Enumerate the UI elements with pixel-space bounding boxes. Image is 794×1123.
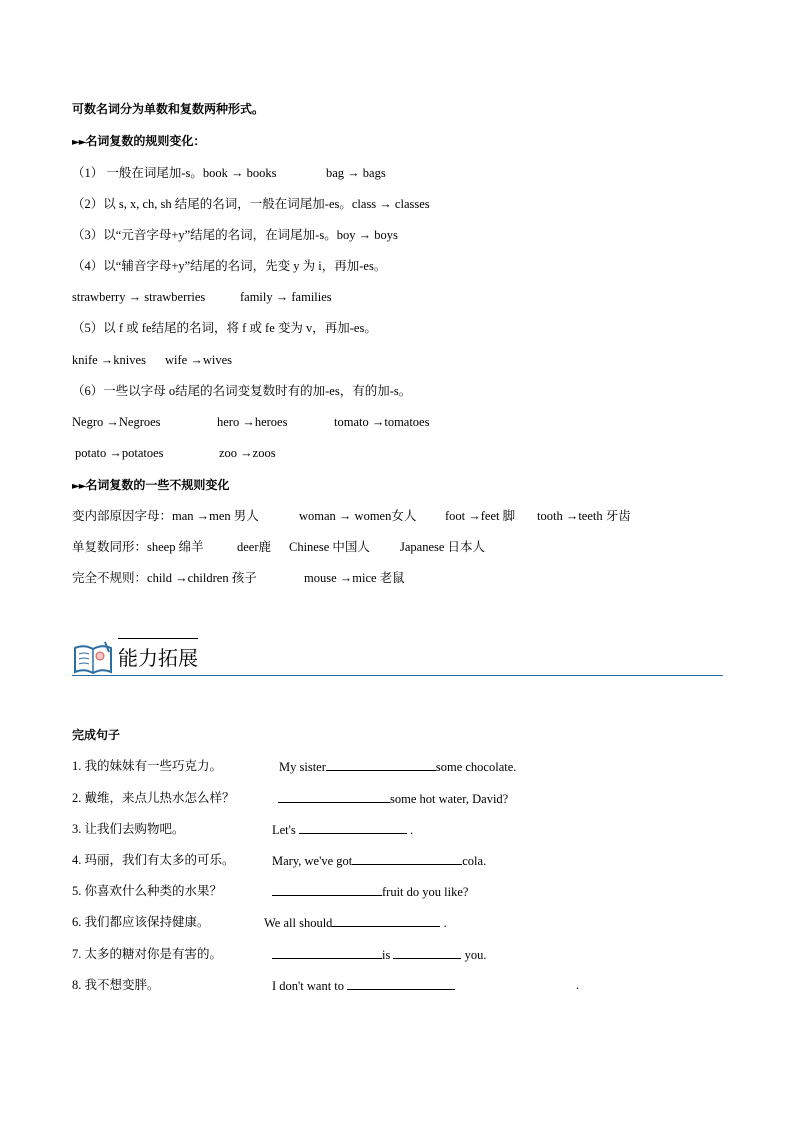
- exercise-item-7-cn: 7. 太多的糖对你是有害的。: [72, 947, 223, 961]
- rule-6-example-b: hero →heroes: [217, 415, 288, 429]
- irregular-full: 完全不规则：child →children 孩子: [72, 571, 257, 585]
- rule-5-example-2: wife →wives: [165, 353, 232, 367]
- rule-6-example-d: potato →potatoes: [75, 446, 164, 460]
- exercise-item-2: some hot water, David?: [278, 790, 508, 807]
- irregular-heading: ►►名词复数的一些不规则变化: [72, 478, 230, 492]
- irregular-same-c: Chinese 中国人: [289, 540, 370, 554]
- irregular-same-b: deer鹿: [237, 540, 272, 554]
- section-title: 能力拓展: [118, 646, 198, 670]
- double-arrow-icon: ►►: [72, 481, 86, 492]
- exercise-item-5: fruit do you like?: [272, 883, 468, 900]
- rule-5: （5）以 f 或 fe结尾的名词，将 f 或 fe 变为 v，再加-es。: [72, 321, 377, 335]
- rule-6-example-e: zoo →zoos: [219, 446, 276, 460]
- rule-5-example-1: knife →knives: [72, 353, 146, 367]
- rule-4-examples: strawberry → strawberries: [72, 290, 206, 304]
- exercise-item-1: My sister some chocolate.: [279, 760, 517, 774]
- answer-blank[interactable]: [326, 758, 436, 771]
- exercise-item-2-cn: 2. 戴维，来点儿热水怎么样？: [72, 791, 235, 805]
- rule-6-example-c: tomato →tomatoes: [334, 415, 430, 429]
- exercise-item-8-end: .: [576, 978, 580, 992]
- open-book-icon: [72, 640, 114, 680]
- irregular-same-form: 单复数同形：sheep 绵羊: [72, 540, 204, 554]
- intro-text: 可数名词分为单数和复数两种形式。: [72, 102, 265, 116]
- irregular-vowel-d: tooth →teeth 牙齿: [537, 509, 631, 523]
- answer-blank[interactable]: [272, 946, 382, 959]
- irregular-vowel-b: woman → women女人: [299, 509, 417, 523]
- answer-blank[interactable]: [332, 914, 440, 927]
- answer-blank[interactable]: [278, 790, 390, 803]
- answer-blank[interactable]: [347, 977, 455, 990]
- exercise-item-1-cn: 1. 我的妹妹有一些巧克力。: [72, 759, 223, 773]
- double-arrow-icon: ►►: [72, 137, 86, 148]
- section-accent-line: [118, 638, 198, 639]
- exercise-item-7: is you.: [272, 946, 486, 963]
- answer-blank[interactable]: [299, 821, 407, 834]
- irregular-vowel-c: foot →feet 脚: [445, 509, 516, 523]
- answer-blank[interactable]: [352, 852, 462, 865]
- rule-4: （4）以“辅音字母+y”结尾的名词，先变 y 为 i，再加-es。: [72, 259, 387, 273]
- exercise-heading: 完成句子: [72, 728, 121, 742]
- answer-blank[interactable]: [393, 946, 461, 959]
- exercise-item-3-cn: 3. 让我们去购物吧。: [72, 822, 185, 836]
- exercise-item-4: Mary, we've got cola.: [272, 854, 487, 868]
- rule-6-example-a: Negro →Negroes: [72, 415, 161, 429]
- exercise-item-6-cn: 6. 我们都应该保持健康。: [72, 915, 210, 929]
- rule-1: （1） 一般在词尾加-s。book → books: [72, 166, 277, 180]
- exercise-item-8-cn: 8. 我不想变胖。: [72, 978, 160, 992]
- rule-6: （6）一些以字母 o结尾的名词变复数时有的加-es，有的加-s。: [72, 384, 412, 398]
- irregular-full-b: mouse →mice 老鼠: [304, 571, 405, 585]
- rule-3: （3）以“元音字母+y”结尾的名词，在词尾加-s。boy → boys: [72, 228, 398, 242]
- regular-heading: ►►名词复数的规则变化：: [72, 134, 206, 148]
- exercise-item-3: Let's .: [272, 823, 414, 837]
- rule-4-example-2: family → families: [240, 290, 332, 304]
- exercise-item-5-cn: 5. 你喜欢什么种类的水果？: [72, 884, 223, 898]
- exercise-item-8: I don't want to: [272, 977, 455, 994]
- rule-1-example-2: bag → bags: [326, 166, 386, 180]
- exercise-item-4-cn: 4. 玛丽，我们有太多的可乐。: [72, 853, 235, 867]
- answer-blank[interactable]: [272, 883, 382, 896]
- irregular-vowel-change: 变内部原因字母：man →men 男人: [72, 509, 259, 523]
- rule-2: （2）以 s, x, ch, sh 结尾的名词，一般在词尾加-es。class → classes: [72, 197, 430, 211]
- section-divider: [72, 675, 723, 676]
- exercise-item-6: We all should .: [264, 916, 447, 930]
- irregular-same-d: Japanese 日本人: [400, 540, 486, 554]
